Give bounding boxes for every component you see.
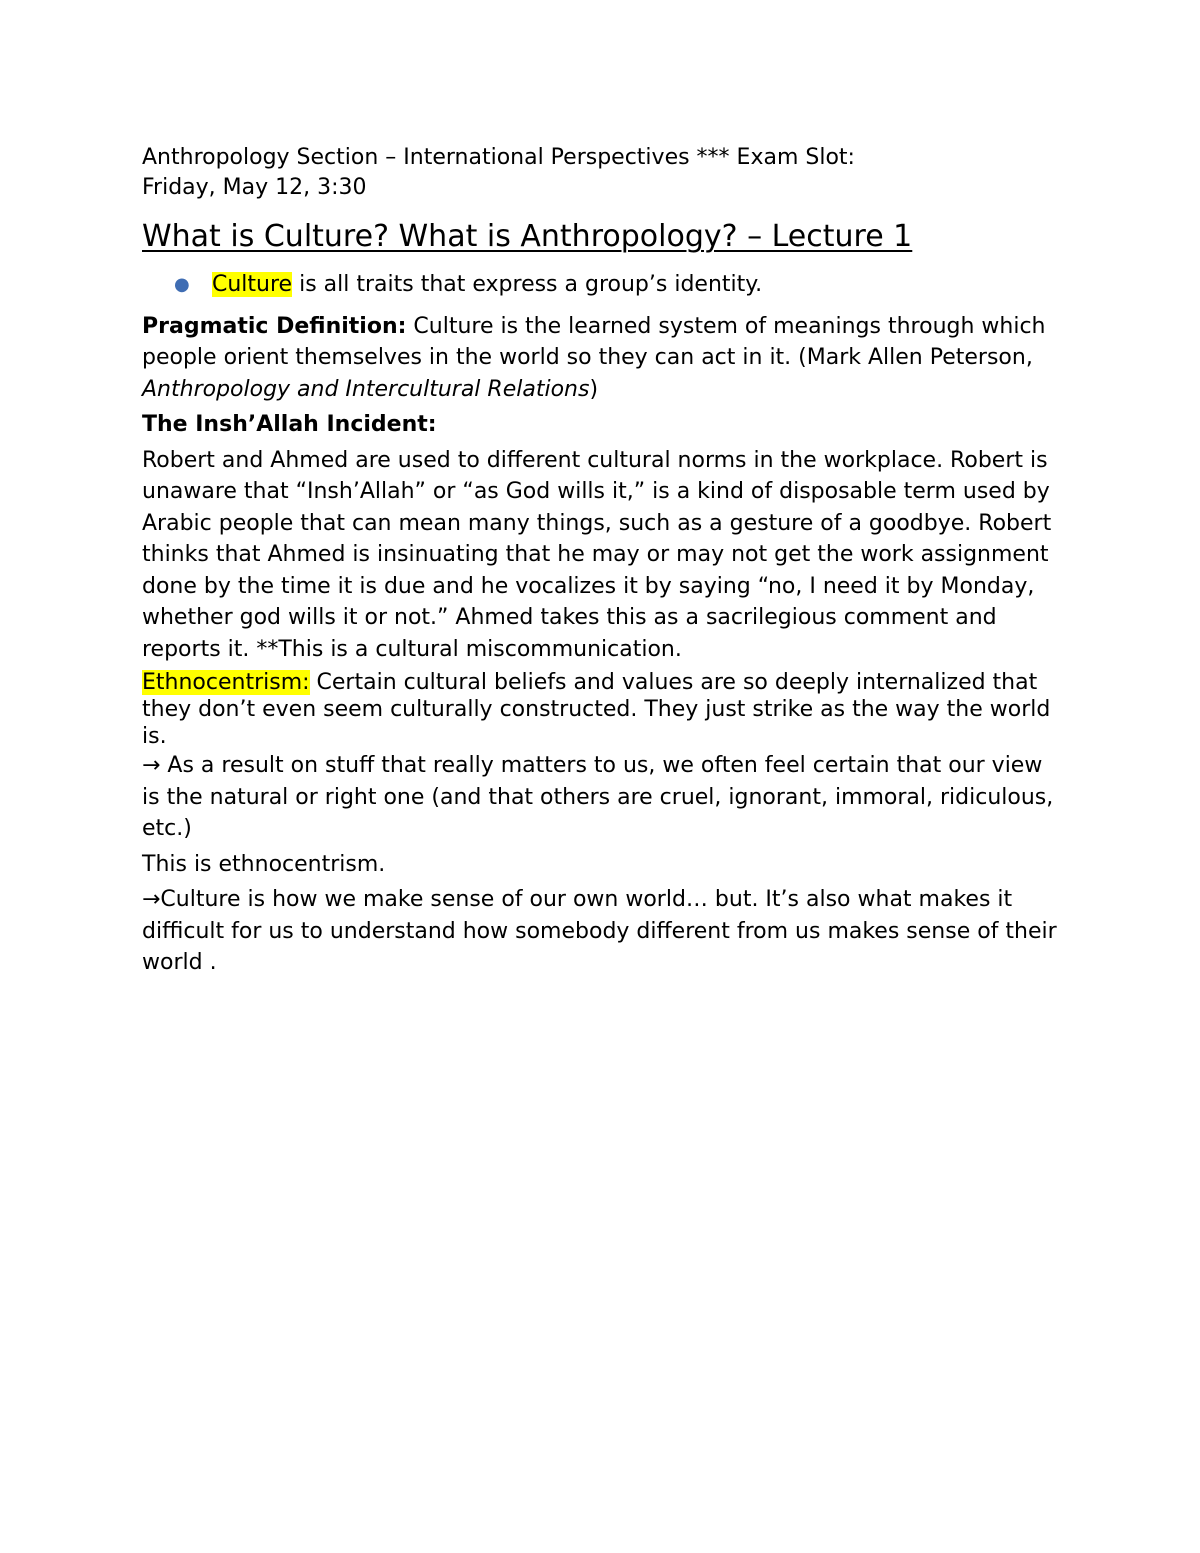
pragmatic-text: Culture is the learned system of meanings through which people orient themselves in the world so they can act in it. (Mark Allen Peterson, (142, 313, 1046, 370)
ethnocentrism-summary: This is ethnocentrism. (142, 851, 386, 877)
pragmatic-label: Pragmatic Definition: (142, 313, 407, 339)
book-title: Anthropology and Intercultural Relations (142, 376, 590, 402)
bullet-list (142, 269, 1058, 301)
incident-body: Robert and Ahmed are used to different cultural norms in the workplace. Robert is unaware that “Insh’Allah” or “as God wills it,” is a kind of disposable term used by Arabic people that can mean many things, such as a gesture of a goodbye. Robert thinks that Ahmed is insinuating that he may or may not get the work assignment done by the time it is due and he vocalizes it by saying “no, I need it by Monday, whether god wills it or not.” Ahmed takes this as a sacrilegious comment and reports it. **This is a cultural miscommunication. (142, 447, 1052, 662)
bullet-text: is all traits that express a group’s identity. (292, 272, 763, 297)
bullet-icon: ● (174, 274, 190, 295)
ethnocentrism-definition (142, 669, 1058, 750)
pragmatic-definition (142, 311, 1058, 406)
pragmatic-close: ) (589, 376, 599, 402)
ethnocentrism-result: → As a result on stuff that really matters to us, we often feel certain that our view is the natural or right one (and that others are cruel, ignorant, immoral, ridiculous, etc.) (142, 753, 1054, 841)
incident-heading: The Insh’Allah Incident: (142, 412, 437, 437)
culture-note: →Culture is how we make sense of our own world… but. It’s also what makes it difficult for us to understand how somebody different from us makes sense of their world . (142, 887, 1057, 975)
highlighted-term: Ethnocentrism: (142, 670, 310, 695)
lecture-title: What is Culture? What is Anthropology? – Lecture 1 (142, 219, 913, 254)
highlighted-term: Culture (212, 272, 293, 297)
document-page (142, 143, 1058, 979)
course-header: Anthropology Section – International Perspectives *** Exam Slot: (142, 145, 855, 170)
exam-slot: Friday, May 12, 3:30 (142, 175, 367, 200)
ethnocentrism-text: Certain cultural beliefs and values are so deeply internalized that they don’t even seem culturally constructed. They just strike as the way the world is. (142, 670, 1051, 749)
list-item (142, 269, 1058, 301)
